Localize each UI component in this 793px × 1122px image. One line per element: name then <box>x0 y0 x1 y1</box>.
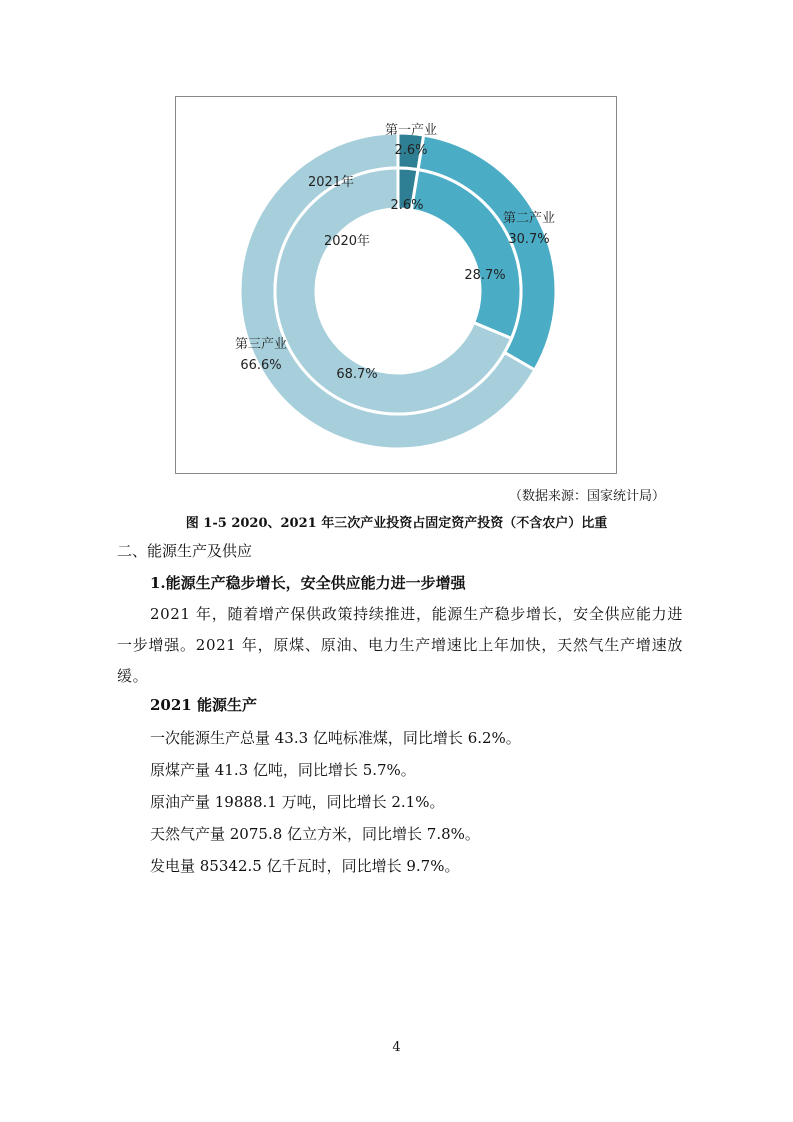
list-heading: 2021 能源生产 <box>150 696 257 714</box>
section-title: 二、能源生产及供应 <box>117 542 253 560</box>
list-item: 一次能源生产总量 43.3 亿吨标准煤，同比增长 6.2%。 <box>150 729 521 747</box>
inner-value-label-1: 2.6% <box>390 198 424 213</box>
inner-value-label-3: 68.7% <box>336 367 378 382</box>
body-paragraph: 2021 年，随着增产保供政策持续推进，能源生产稳步增长，安全供应能力进一步增强。2021 年，原煤、原油、电力生产增速比上年加快，天然气生产增速放缓。 <box>117 605 683 685</box>
data-source-note: （数据来源：国家统计局） <box>508 489 665 504</box>
outer-ring-series-label: 2021年 <box>307 175 355 190</box>
figure-caption: 图 1-5 2020、2021 年三次产业投资占固定资产投资（不含农户）比重 <box>185 516 608 531</box>
list-item: 原煤产量 41.3 亿吨，同比增长 5.7%。 <box>150 761 416 779</box>
list-item: 天然气产量 2075.8 亿立方米，同比增长 7.8%。 <box>150 825 480 843</box>
outer-value-label-1: 2.6% <box>394 143 428 158</box>
outer-value-label-3: 66.6% <box>240 358 282 373</box>
outer-value-label-2: 30.7% <box>508 232 550 247</box>
subsection-title: 1.能源生产稳步增长，安全供应能力进一步增强 <box>150 574 466 592</box>
list-item: 原油产量 19888.1 万吨，同比增长 2.1%。 <box>150 793 445 811</box>
inner-ring-series-label: 2020年 <box>323 234 371 249</box>
donut-chart <box>176 97 616 473</box>
list-item: 发电量 85342.5 亿千瓦时，同比增长 9.7%。 <box>150 857 460 875</box>
chart-frame <box>175 96 617 474</box>
page-number: 4 <box>392 1040 401 1055</box>
outer-category-label-3: 第三产业 <box>234 337 288 352</box>
inner-value-label-2: 28.7% <box>464 268 506 283</box>
outer-category-label-1: 第一产业 <box>384 123 438 138</box>
outer-category-label-2: 第二产业 <box>502 211 556 226</box>
